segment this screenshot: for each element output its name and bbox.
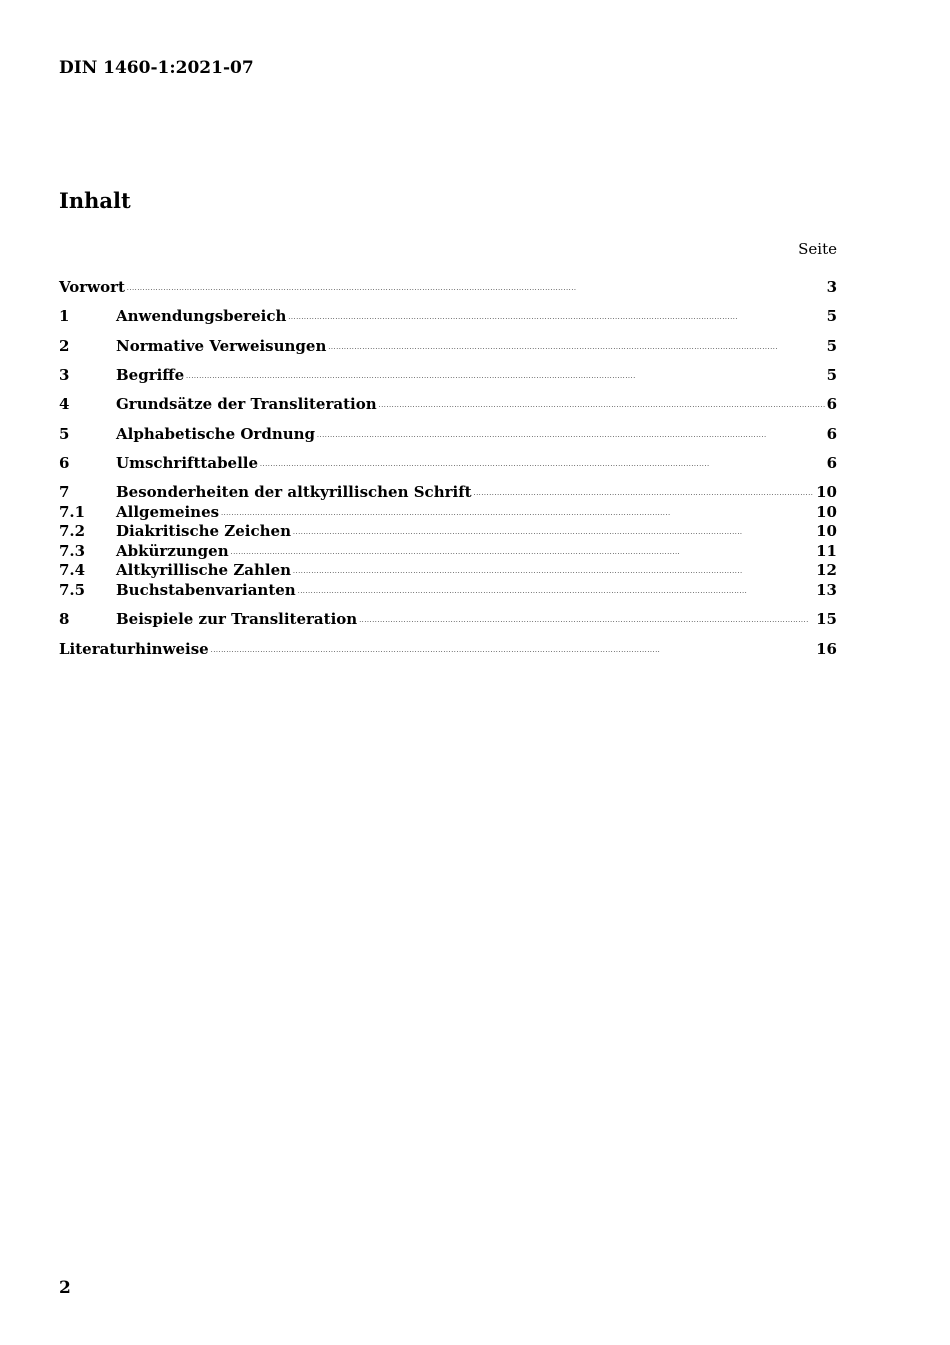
toc-entry-label: Alphabetische Ordnung	[116, 425, 316, 443]
toc-entry-label: Anwendungsbereich	[116, 307, 287, 325]
toc-entry-label: Allgemeines	[116, 503, 220, 521]
toc-entry-number: 1	[59, 307, 70, 325]
toc-entry-label: Besonderheiten der altkyrillischen Schrift	[116, 483, 472, 501]
toc-entry-page: 16	[816, 640, 837, 658]
toc-leader-dots	[186, 366, 824, 380]
toc-entry-number: 7.4	[59, 561, 86, 579]
toc-entry-number: 7.1	[59, 503, 86, 521]
toc-entry-label: Begriffe	[116, 366, 185, 384]
toc-entry-label: Altkyrillische Zahlen	[116, 561, 292, 579]
toc-leader-dots	[359, 610, 814, 624]
toc-leader-dots	[328, 337, 824, 351]
toc-entry-number: 7.3	[59, 542, 86, 560]
toc-entry-7-4[interactable]	[59, 561, 837, 581]
toc-leader-dots	[221, 503, 814, 517]
toc-entry-label: Literaturhinweise	[59, 640, 209, 658]
toc-entry-page: 5	[826, 307, 837, 325]
toc-entry-7-5[interactable]	[59, 581, 837, 601]
toc-leader-dots	[211, 640, 814, 654]
page-column-label: Seite	[798, 240, 837, 258]
toc-entry-label: Umschrifttabelle	[116, 454, 259, 472]
toc-leader-dots	[474, 483, 815, 497]
toc-entry-page: 10	[816, 503, 837, 521]
toc-entry-label: Grundsätze der Transliteration	[116, 395, 377, 413]
toc-entry-2[interactable]	[59, 337, 837, 357]
toc-entry-label: Vorwort	[59, 278, 125, 296]
toc-entry-page: 5	[826, 337, 837, 355]
page-number: 2	[59, 1278, 71, 1298]
toc-entry-page: 11	[816, 542, 837, 560]
toc-leader-dots	[293, 522, 814, 536]
toc-leader-dots	[288, 307, 824, 321]
toc-entry-page: 10	[816, 522, 837, 540]
toc-entry-label: Normative Verweisungen	[116, 337, 327, 355]
toc-entry-7-3[interactable]	[59, 542, 837, 562]
toc-entry-number: 7.5	[59, 581, 86, 599]
toc-entry-number: 3	[59, 366, 70, 384]
toc-entry-label: Buchstabenvarianten	[116, 581, 296, 599]
toc-leader-dots	[298, 581, 814, 595]
toc-entry-6[interactable]	[59, 454, 837, 474]
toc-entry-number: 5	[59, 425, 70, 443]
toc-leader-dots	[260, 454, 825, 468]
toc-leader-dots	[317, 425, 825, 439]
toc-entry-number: 8	[59, 610, 70, 628]
toc-leader-dots	[379, 395, 825, 409]
toc-entry-8[interactable]	[59, 610, 837, 630]
toc-entry-page: 6	[826, 395, 837, 413]
toc-entry-literaturhinweise[interactable]	[59, 640, 837, 660]
toc-entry-7-2[interactable]	[59, 522, 837, 542]
toc-entry-page: 6	[826, 454, 837, 472]
toc-entry-5[interactable]	[59, 425, 837, 445]
toc-leader-dots	[127, 278, 825, 292]
toc-entry-page: 12	[816, 561, 837, 579]
toc-entry-3[interactable]	[59, 366, 837, 386]
toc-title: Inhalt	[59, 188, 131, 213]
toc-entry-page: 5	[826, 366, 837, 384]
toc-entry-number: 2	[59, 337, 70, 355]
toc-leader-dots	[231, 542, 815, 556]
toc-entry-label: Abkürzungen	[116, 542, 229, 560]
toc-entry-number: 4	[59, 395, 70, 413]
toc-entry-page: 15	[816, 610, 837, 628]
toc-entry-page: 3	[826, 278, 837, 296]
toc-entry-page: 10	[816, 483, 837, 501]
toc-entry-page: 6	[826, 425, 837, 443]
toc-entry-number: 7	[59, 483, 70, 501]
toc-entry-label: Beispiele zur Transliteration	[116, 610, 358, 628]
toc-entry-number: 6	[59, 454, 70, 472]
toc-leader-dots	[293, 561, 814, 575]
toc-entry-7-1[interactable]	[59, 503, 837, 523]
toc-entry-label: Diakritische Zeichen	[116, 522, 291, 540]
toc-entry-number: 7.2	[59, 522, 86, 540]
toc-entry-vorwort[interactable]	[59, 278, 837, 298]
toc-entry-page: 13	[816, 581, 837, 599]
toc-entry-4[interactable]	[59, 395, 837, 415]
toc-entry-1[interactable]	[59, 307, 837, 327]
document-id: DIN 1460-1:2021-07	[59, 58, 254, 78]
toc-entry-7[interactable]	[59, 483, 837, 503]
